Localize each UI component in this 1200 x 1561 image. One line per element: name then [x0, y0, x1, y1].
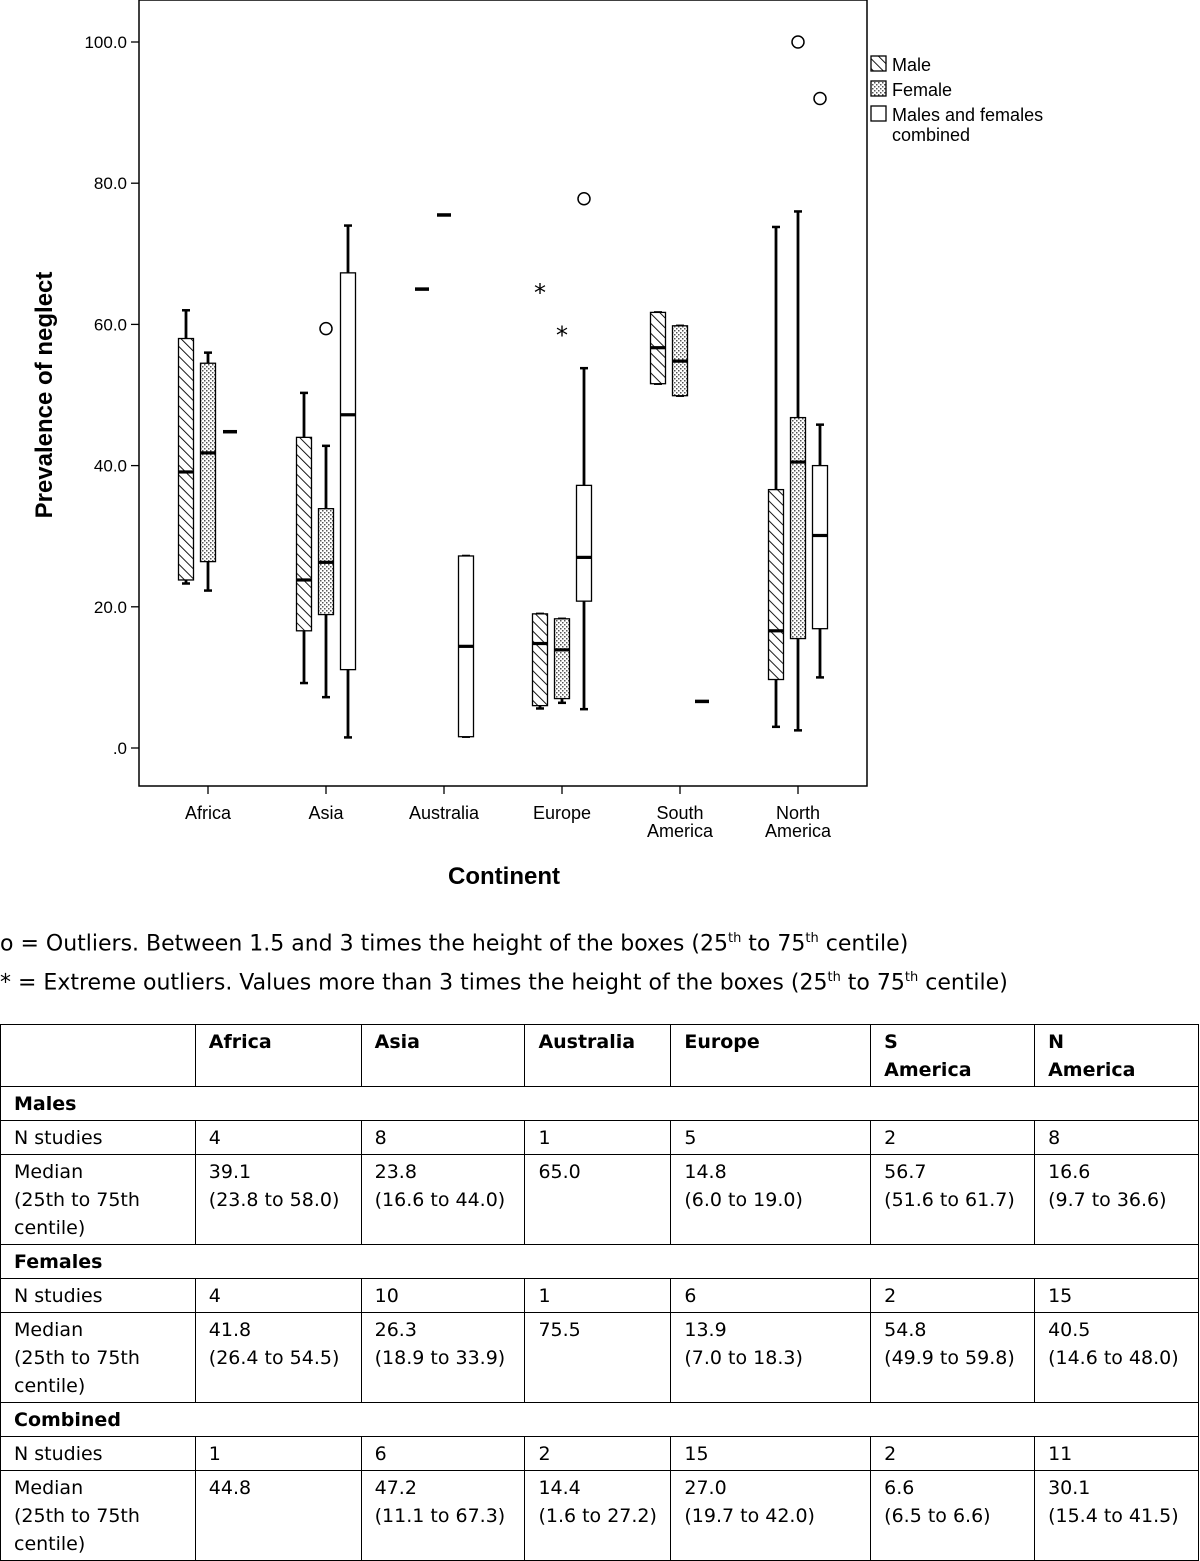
table-cell: 47.2 (11.1 to 67.3) — [361, 1471, 525, 1561]
box-groups — [179, 36, 828, 737]
x-tick-label: North — [775, 803, 821, 823]
column-header: Africa — [195, 1025, 361, 1087]
box-hatch — [651, 312, 666, 383]
y-tick-label: 20.0 — [93, 597, 127, 617]
table-cell: 2 — [871, 1121, 1035, 1155]
table-cell: 11 — [1035, 1437, 1199, 1471]
row-label: N studies — [1, 1437, 196, 1471]
outlier-marker — [320, 323, 332, 335]
column-header: Europe — [671, 1025, 871, 1087]
section-title: Females — [1, 1245, 1199, 1279]
outlier-marker — [814, 92, 826, 104]
box-plain — [577, 193, 592, 709]
table-cell: 6.6 (6.5 to 6.6) — [871, 1471, 1035, 1561]
x-axis-title: Continent — [448, 863, 560, 890]
x-tick-label: Asia — [308, 803, 344, 823]
table-cell: 4 — [195, 1121, 361, 1155]
section-row — [1, 1087, 1199, 1121]
legend-label: Male — [892, 55, 932, 75]
table-cell: 41.8 (26.4 to 54.5) — [195, 1313, 361, 1403]
table-cell: 23.8 (16.6 to 44.0) — [361, 1155, 525, 1245]
box-hatch — [179, 310, 194, 583]
table-cell: 44.8 — [195, 1471, 361, 1561]
box-dots — [791, 36, 806, 730]
outlier-marker — [578, 193, 590, 205]
table-cell: 15 — [671, 1437, 871, 1471]
extreme-outlier-marker: * — [556, 321, 568, 350]
y-axis-title: Prevalence of neglect — [31, 271, 58, 519]
table-row — [1, 1279, 1199, 1313]
box-hatch — [769, 227, 784, 727]
table-cell: 1 — [525, 1279, 671, 1313]
row-label: N studies — [1, 1121, 196, 1155]
table-cell: 39.1 (23.8 to 58.0) — [195, 1155, 361, 1245]
table-cell: 4 — [195, 1279, 361, 1313]
legend-label: Female — [892, 80, 953, 100]
table-cell: 56.7 (51.6 to 61.7) — [871, 1155, 1035, 1245]
box-dots — [319, 323, 334, 698]
iqr-box — [577, 485, 592, 601]
table-cell: 27.0 (19.7 to 42.0) — [671, 1471, 871, 1561]
row-label: Median (25th to 75th centile) — [1, 1155, 196, 1245]
table-cell: 14.4 (1.6 to 27.2) — [525, 1471, 671, 1561]
outlier-note: o = Outliers. Between 1.5 and 3 times the height of the boxes (25th to 75th centile) — [0, 931, 909, 957]
summary-table — [0, 1024, 1199, 1561]
table-cell: 1 — [525, 1121, 671, 1155]
x-tick-label: America — [764, 821, 832, 841]
table-cell: 8 — [1035, 1121, 1199, 1155]
table-cell: 26.3 (18.9 to 33.9) — [361, 1313, 525, 1403]
table-row — [1, 1121, 1199, 1155]
table-row — [1, 1437, 1199, 1471]
column-header: N America — [1035, 1025, 1199, 1087]
table-cell: 5 — [671, 1121, 871, 1155]
outlier-marker — [792, 36, 804, 48]
table-cell: 2 — [871, 1437, 1035, 1471]
table-cell: 14.8 (6.0 to 19.0) — [671, 1155, 871, 1245]
extreme-outlier-note: * = Extreme outliers. Values more than 3 times the height of the boxes (25th to 75th centile) — [0, 970, 1008, 996]
iqr-box — [341, 273, 356, 670]
table-cell: 2 — [871, 1279, 1035, 1313]
x-tick-label: South — [656, 803, 704, 823]
table-header-row — [1, 1025, 1199, 1087]
table-cell: 15 — [1035, 1279, 1199, 1313]
iqr-box — [769, 490, 784, 680]
box-plain — [459, 556, 474, 737]
x-tick-label: Europe — [532, 803, 592, 823]
x-tick-label: America — [646, 821, 714, 841]
x-tick-label: Australia — [408, 803, 480, 823]
plot-frame — [139, 0, 867, 786]
iqr-box — [297, 437, 312, 630]
iqr-box — [555, 619, 570, 699]
box-plain — [813, 92, 828, 677]
iqr-box — [201, 363, 216, 561]
table-cell: 1 — [195, 1437, 361, 1471]
legend — [871, 55, 1043, 145]
table-cell: 30.1 (15.4 to 41.5) — [1035, 1471, 1199, 1561]
table-cell: 75.5 — [525, 1313, 671, 1403]
table-row — [1, 1155, 1199, 1245]
box-plain — [341, 226, 356, 738]
box-dots — [673, 326, 688, 396]
y-tick-label: 60.0 — [93, 315, 127, 335]
table-row — [1, 1471, 1199, 1561]
table-cell: 10 — [361, 1279, 525, 1313]
box-hatch — [533, 279, 548, 708]
box-dots — [555, 321, 570, 702]
box-dots — [201, 353, 216, 591]
row-label: Median (25th to 75th centile) — [1, 1313, 196, 1403]
y-tick-label: 80.0 — [93, 174, 127, 194]
table-cell: 6 — [671, 1279, 871, 1313]
extreme-outlier-marker: * — [534, 279, 546, 308]
y-tick-label: 100.0 — [84, 33, 127, 52]
legend-swatch — [871, 81, 886, 96]
column-header — [1, 1025, 196, 1087]
y-tick-label: 40.0 — [93, 456, 127, 476]
iqr-box — [813, 466, 828, 629]
table-cell: 2 — [525, 1437, 671, 1471]
row-label: Median (25th to 75th centile) — [1, 1471, 196, 1561]
table-cell: 65.0 — [525, 1155, 671, 1245]
x-tick-label: Africa — [184, 803, 232, 823]
table-cell: 13.9 (7.0 to 18.3) — [671, 1313, 871, 1403]
table-cell: 8 — [361, 1121, 525, 1155]
y-tick-label: .0 — [112, 739, 127, 758]
section-row — [1, 1403, 1199, 1437]
column-header: Australia — [525, 1025, 671, 1087]
legend-swatch — [871, 56, 886, 71]
column-header: Asia — [361, 1025, 525, 1087]
table-cell: 6 — [361, 1437, 525, 1471]
row-label: N studies — [1, 1279, 196, 1313]
legend-label: Males and females — [892, 105, 1044, 125]
legend-swatch — [871, 106, 886, 121]
legend-label: combined — [892, 125, 971, 145]
box-hatch — [297, 393, 312, 683]
table-cell: 16.6 (9.7 to 36.6) — [1035, 1155, 1199, 1245]
chart-notes — [0, 922, 1200, 1001]
iqr-box — [533, 614, 548, 706]
table-cell: 40.5 (14.6 to 48.0) — [1035, 1313, 1199, 1403]
section-row — [1, 1245, 1199, 1279]
table-cell: 54.8 (49.9 to 59.8) — [871, 1313, 1035, 1403]
iqr-box — [179, 339, 194, 580]
table-row — [1, 1313, 1199, 1403]
column-header: S America — [871, 1025, 1035, 1087]
iqr-box — [791, 418, 806, 639]
section-title: Combined — [1, 1403, 1199, 1437]
section-title: Males — [1, 1087, 1199, 1121]
